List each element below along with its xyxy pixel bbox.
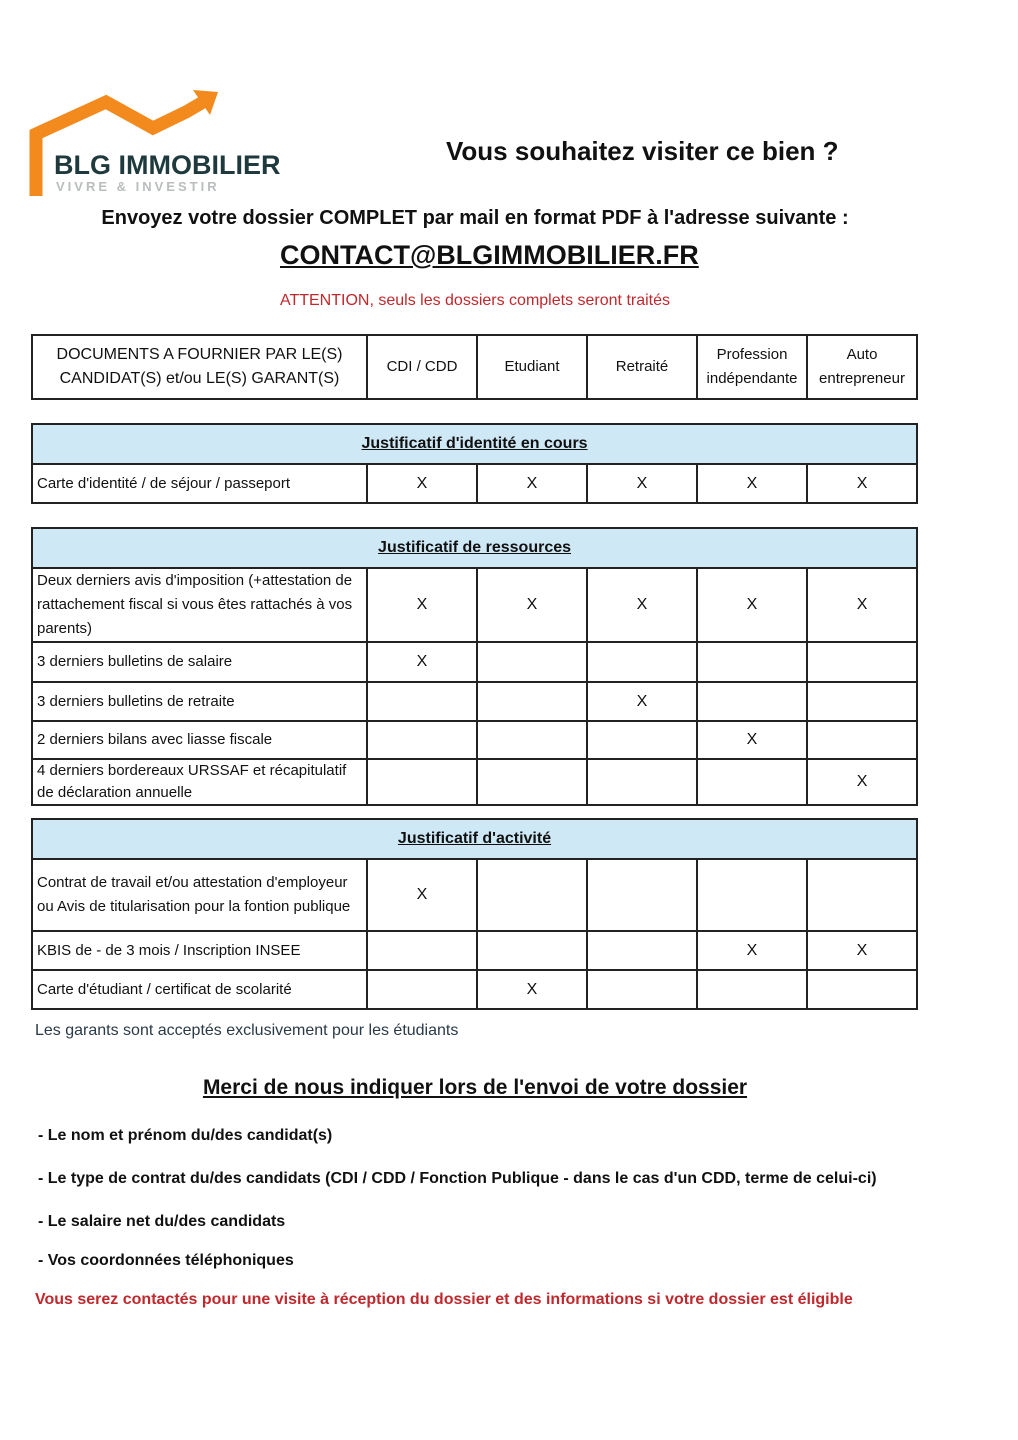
row-label: 3 derniers bulletins de retraite [32,682,367,721]
header-cdi-cdd: CDI / CDD [367,335,477,399]
table-row [32,682,917,721]
logo-company-name: BLG IMMOBILIER [54,150,281,180]
row-cell-profession: X [697,721,807,759]
contact-email-link[interactable]: CONTACT@BLGIMMOBILIER.FR [280,240,699,270]
section-title-resources: Justificatif de ressources [32,528,917,568]
header-auto-line2: entrepreneur [819,370,905,387]
attention-note: ATTENTION, seuls les dossiers complets seront traités [279,292,671,309]
send-instructions: Envoyez votre dossier COMPLET par mail en format PDF à l'adresse suivante : [101,207,849,229]
row-label: Carte d'étudiant / certificat de scolarité [32,970,367,1009]
section-header-row [32,424,917,464]
row-cell-cdi-cdd [367,721,477,759]
row-cell-cdi-cdd: X [367,859,477,931]
row-cell-etudiant [477,642,587,682]
row-label: Deux derniers avis d'imposition (+attestation de rattachement fiscal si vous êtes rattachés à vos parents) [32,568,367,642]
header-documents-line1: DOCUMENTS A FOURNIER PAR LE(S) [56,346,343,363]
row-cell-retraite [587,859,697,931]
table-row [32,759,917,805]
row-cell-auto: X [807,568,917,642]
row-cell-cdi-cdd [367,759,477,805]
row-cell-etudiant [477,859,587,931]
row-cell-etudiant [477,721,587,759]
table-row [32,859,917,931]
row-cell-retraite: X [587,568,697,642]
requirement-item: - Vos coordonnées téléphoniques [38,1252,294,1269]
activity-table [31,818,918,1010]
row-cell-cdi-cdd: X [367,642,477,682]
thanks-title: Merci de nous indiquer lors de l'envoi de votre dossier [202,1076,748,1099]
table-row [32,568,917,642]
row-cell-auto [807,682,917,721]
row-cell-profession: X [697,931,807,970]
row-label: 2 derniers bilans avec liasse fiscale [32,721,367,759]
requirement-item: - Le type de contrat du/des candidats (CDI / CDD / Fonction Publique - dans le cas d'un CDD, terme de celui-ci) [38,1170,877,1187]
header-documents-line2: CANDIDAT(S) et/ou LE(S) GARANT(S) [59,370,340,387]
row-cell-profession [697,970,807,1009]
header-profession-line1: Profession [716,346,788,363]
table-row [32,931,917,970]
header-auto-line1: Auto [846,346,878,363]
requirement-item: - Le salaire net du/des candidats [38,1213,286,1230]
row-cell-cdi-cdd [367,931,477,970]
row-cell-profession: X [697,568,807,642]
row-label: 3 derniers bulletins de salaire [32,642,367,682]
row-cell-retraite [587,970,697,1009]
final-note: Vous serez contactés pour une visite à réception du dossier et des informations si votre dossier est éligible [35,1291,853,1308]
row-cell-cdi-cdd: X [367,568,477,642]
row-cell-retraite [587,642,697,682]
row-cell-auto: X [807,464,917,503]
row-cell-etudiant [477,931,587,970]
logo-tagline: VIVRE & INVESTIR [56,179,220,194]
row-cell-etudiant: X [477,464,587,503]
row-cell-profession: X [697,464,807,503]
header-profession-independante [697,335,807,399]
row-cell-cdi-cdd: X [367,464,477,503]
table-row [32,464,917,503]
row-cell-retraite: X [587,682,697,721]
identity-table [31,423,918,504]
page-headline: Vous souhaitez visiter ce bien ? [446,136,839,166]
row-cell-profession [697,759,807,805]
row-cell-auto [807,859,917,931]
section-header-row [32,528,917,568]
row-cell-cdi-cdd [367,682,477,721]
documents-header-table [31,334,918,400]
row-cell-profession [697,859,807,931]
header-documents-cell [32,335,367,399]
row-cell-etudiant: X [477,970,587,1009]
table-row [32,642,917,682]
row-cell-retraite [587,931,697,970]
resources-table [31,527,918,806]
requirement-item: - Le nom et prénom du/des candidat(s) [38,1127,333,1144]
header-profession-line2: indépendante [706,370,798,387]
table-row [32,721,917,759]
company-logo [28,88,298,198]
section-header-row [32,819,917,859]
row-cell-auto [807,721,917,759]
guarantor-note: Les garants sont acceptés exclusivement pour les étudiants [35,1022,459,1039]
section-title-identity: Justificatif d'identité en cours [32,424,917,464]
row-label: Carte d'identité / de séjour / passeport [32,464,367,503]
row-cell-retraite: X [587,464,697,503]
row-cell-cdi-cdd [367,970,477,1009]
table-row [32,970,917,1009]
row-label: KBIS de - de 3 mois / Inscription INSEE [32,931,367,970]
row-cell-auto [807,642,917,682]
header-retraite: Retraité [587,335,697,399]
row-cell-auto [807,970,917,1009]
row-label: Contrat de travail et/ou attestation d'employeur ou Avis de titularisation pour la fontion publique [32,859,367,931]
row-label: 4 derniers bordereaux URSSAF et récapitulatif de déclaration annuelle [32,759,367,805]
section-title-activity: Justificatif d'activité [32,819,917,859]
row-cell-retraite [587,759,697,805]
header-etudiant: Etudiant [477,335,587,399]
row-cell-profession [697,642,807,682]
row-cell-profession [697,682,807,721]
row-cell-etudiant [477,682,587,721]
row-cell-etudiant [477,759,587,805]
header-auto-entrepreneur [807,335,917,399]
row-cell-etudiant: X [477,568,587,642]
row-cell-auto: X [807,931,917,970]
header-row [32,335,917,399]
row-cell-auto: X [807,759,917,805]
row-cell-retraite [587,721,697,759]
